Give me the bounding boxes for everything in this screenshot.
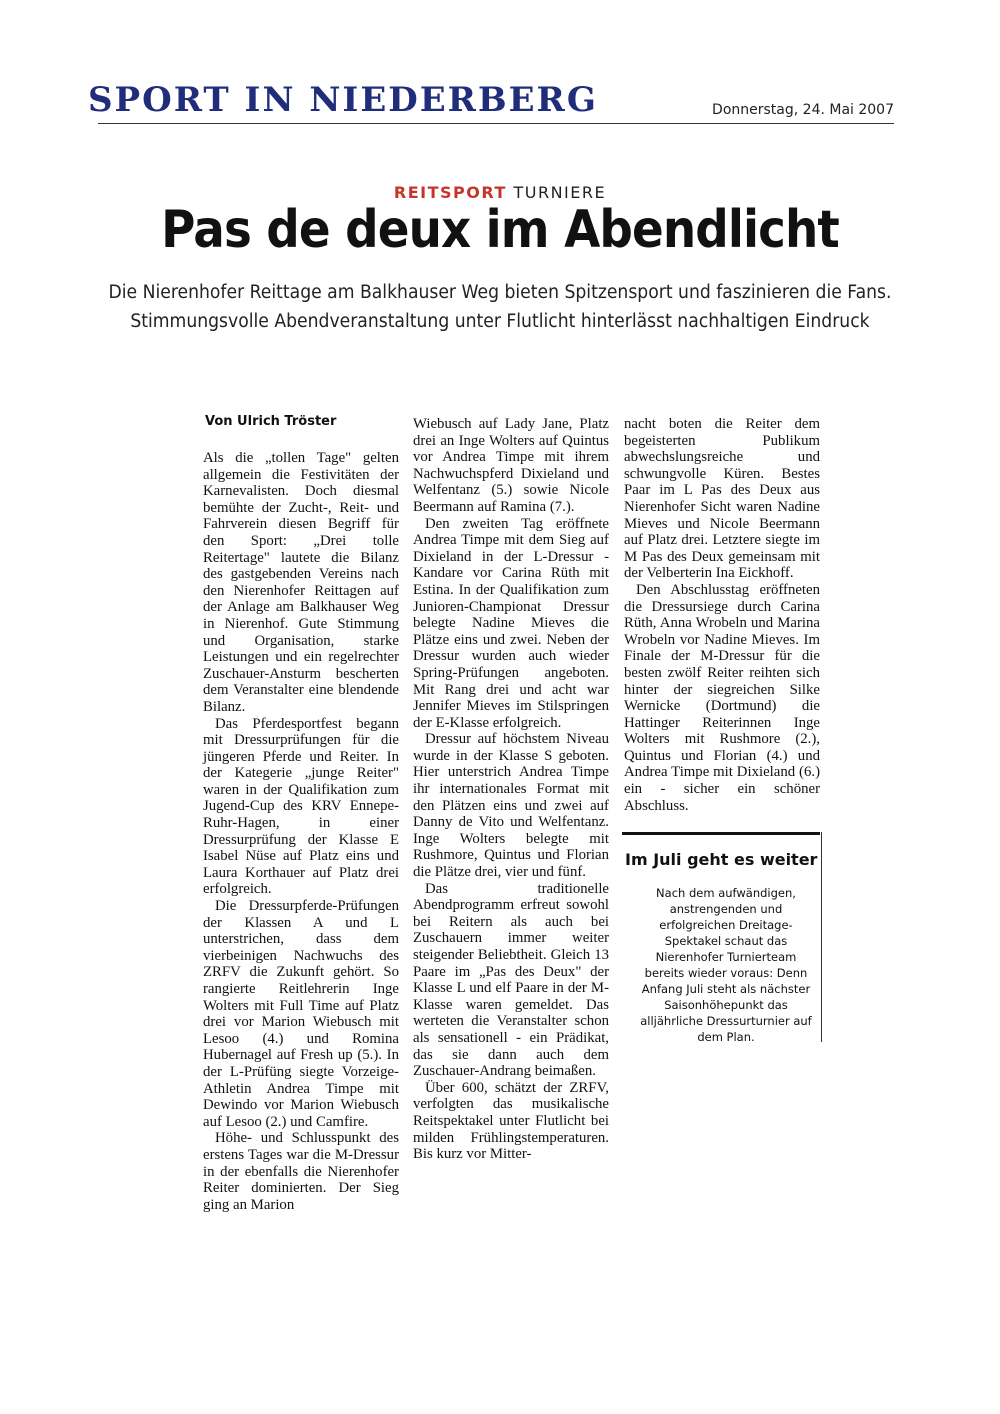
issue-date: Donnerstag, 24. Mai 2007 bbox=[712, 102, 894, 118]
paragraph: Als die „tollen Tage" gelten allgemein die Festivitäten der Karnevalisten. Doch diesmal bemühte der Zucht-, Reit- und Fahrverein diesen Begriff für den Sport: „Drei tolle Reitertage" lautete die Bilanz des gastgebenden Vereins nach den Nierenhofer Reittagen auf der Anlage am Balkhauser Weg in Nierenhof. Gute Stimmung und Organisation, starke Leistungen und ein regelrechter Zuschauer-Ansturm bescherten dem Veranstalter eine blendende Bilanz. bbox=[203, 450, 399, 715]
paragraph: nacht boten die Reiter dem begeisterten Publikum abwechslungsreiche und schwungvolle Küren. Bestes Paar im L Pas des Deux aus Nierenhofer Sicht waren Nadine Mieves und Nicole Beermann auf Platz drei. Letztere siegte im M Pas des Deux gemeinsam mit der Velberterin Ina Eickhoff. bbox=[624, 416, 820, 582]
paragraph: Das Pferdesportfest begann mit Dressurprüfungen für die jüngeren Pferde und Reiter. In der Kategerie „junge Reiter" waren in der Qualifikation zum Jugend-Cup des KRV Ennepe-Ruhr-Hagen, in einer Dressurprüfung der Klasse E Isabel Nüse auf Platz eins und Laura Korthauer auf Platz drei erfolgreich. bbox=[203, 715, 399, 898]
paragraph: Höhe- und Schlusspunkt des erstens Tages war die M-Dressur in der ebenfalls die Nierenhofer Reiter dominierten. Der Sieg ging an Marion bbox=[203, 1130, 399, 1213]
subhead-line-1: Die Nierenhofer Reittage am Balkhauser Weg bieten Spitzensport und faszinieren die Fans. bbox=[108, 282, 892, 303]
info-box-title: Im Juli geht es weiter bbox=[625, 850, 818, 869]
paragraph: Dressur auf höchstem Niveau wurde in der Klasse S geboten. Hier unterstrich Andrea Timpe ihr internationales Format mit den Plätzen eins und zwei auf Danny de Vito und Welfentanz. Inge Wolters belegte mit Rushmore, Quintus und Florian die Plätze drei, vier und fünf. bbox=[413, 731, 609, 881]
kicker-category: REITSPORT bbox=[393, 183, 507, 202]
article-column-1 bbox=[203, 450, 399, 1213]
paragraph: Die Dressurpferde-Prüfungen der Klassen A und L unterstrichen, dass dem vierbeinigen Nachwuchs des ZRFV die Zukunft gehört. So rangierte Reitlehrerin Inge Wolters mit Full Time auf Platz drei vor Marion Wiebusch mit Lesoo (4.) und Romina Hubernagel auf Fresh up (5.). In der L-Prüfüng siegte Vorzeige-Athletin Andrea Timpe mit Dewindo vor Marion Wiebusch auf Lesoo (2.) und Camfire. bbox=[203, 898, 399, 1130]
masthead-rule bbox=[98, 123, 894, 124]
paragraph: Über 600, schätzt der ZRFV, verfolgten das musikalische Reitspektakel unter Flutlicht bei milden Frühlingstemperaturen. Bis kurz vor Mitter- bbox=[413, 1079, 609, 1163]
kicker-topic: TURNIERE bbox=[513, 183, 607, 202]
article-column-3 bbox=[624, 416, 820, 814]
paragraph: Wiebusch auf Lady Jane, Platz drei an Inge Wolters auf Quintus vor Andrea Timpe mit ihrem Nachwuchspferd Dixieland und Welfentanz (5.) sowie Nicole Beermann auf Ramina (7.). bbox=[413, 416, 609, 515]
article-column-2 bbox=[413, 416, 609, 1163]
info-box-top-rule bbox=[622, 832, 820, 835]
paragraph: Den Abschlusstag eröffneten die Dressursiege durch Carina Rüth, Anna Wrobeln und Marina Wrobeln vor Nadine Mieves. Im Finale der M-Dressur für die besten zwölf Reiter reihten sich hinter der siegreichen Silke Wernicke (Dortmund) die Hattinger Reiterinnen Inge Wolters mit Rushmore (2.), Quintus und Florian (4.) und Andrea Timpe mit Dixieland (6.) ein - sicher ein schöner Abschluss. bbox=[624, 581, 820, 814]
byline: Von Ulrich Tröster bbox=[205, 414, 337, 429]
paragraph: Den zweiten Tag eröffnete Andrea Timpe mit dem Sieg auf Dixieland in der L-Dressur -Kandare vor Carina Rüth mit Estina. In der Qualifikation zum Junioren-Championat Dressur belegte Nadine Mieves die Plätze eins und zwei. Neben der Dressur wurden auch wieder Spring-Prüfungen angeboten. Mit Rang drei und acht war Jennifer Mieves im Stilspringen der E-Klasse erfolgreich. bbox=[413, 515, 609, 731]
subhead-line-2: Stimmungsvolle Abendveranstaltung unter Flutlicht hinterlässt nachhaltigen Eindruck bbox=[130, 311, 870, 332]
info-box-text: Nach dem aufwändigen, anstrengenden und erfolgreichen Dreitage-Spektakel schaut das Nierenhofer Turnierteam bereits wieder voraus: Denn Anfang Juli steht als nächster Saisonhöhepunkt das alljährliche Dressurturnier auf dem Plan. bbox=[640, 886, 812, 1044]
headline: Pas de deux im Abendlicht bbox=[161, 200, 839, 260]
info-box-side-rule bbox=[821, 832, 822, 1042]
paragraph: Das traditionelle Abendprogramm erfreut sowohl bei Reitern als auch bei Zuschauern immer weiter steigender Beliebtheit. Gleich 13 Paare im „Pas des Deux" der Klasse L und elf Paare in der M-Klasse waren gemeldet. Das werteten die Veranstalter schon als sensationell - ein Prädikat, das sie dann auch dem Zuschauer-Andrang beimaßen. bbox=[413, 880, 609, 1080]
section-title: SPORT IN NIEDERBERG bbox=[88, 80, 598, 120]
